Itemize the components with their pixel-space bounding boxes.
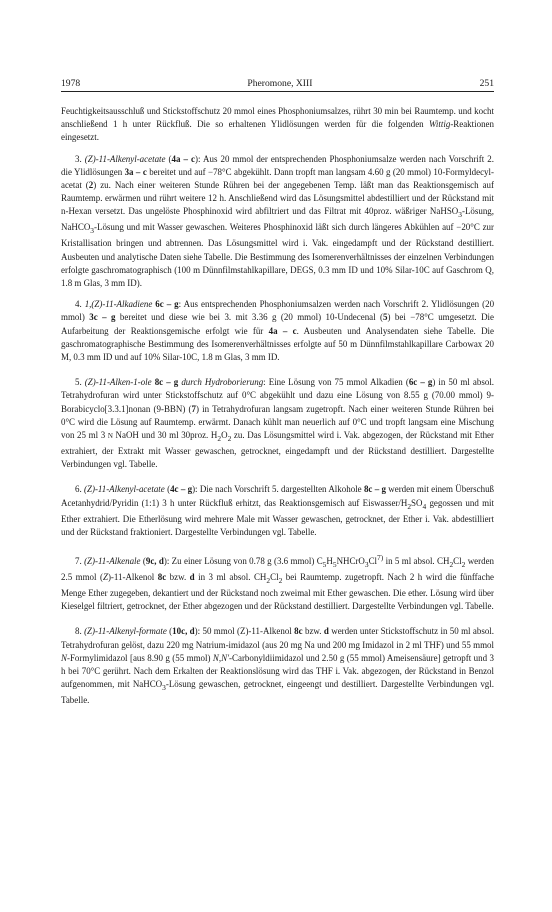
paragraph-gap — [61, 364, 494, 376]
paragraph-p8: 8. (Z)-11-Alkenyl-formate (10c, d): 50 mmol (Z)-11-Alkenol 8c bzw. d werden unter Stickstoffschutz in 50 ml absol. Tetrahydrofuran gelöst, dazu 220 mg Natrium-imidazol (aus 20 mg Na und 200 mg Imidazol in 2 ml THF) und 55 mmol N-Formylimidazol [aus 8.90 g (55 mmol) N,N′-Carbonyldiimidazol und 2.50 g (55 mmol) Ameisensäure] getropft und 3 h bei 70°C gerührt. Nach dem Erkalten der Reaktionslösung wird das THF i. Vak. abgezogen, der Rückstand in Benzol aufgenommen, mit NaHCO$_3$-Lösung gewaschen, getrocknet, eingeengt und destilliert. Dargestellte Verbindungen vgl. Tabelle. — [61, 626, 495, 706]
header-page-number: 251 — [479, 78, 494, 89]
article-body — [61, 105, 494, 707]
header-title: Pheromone, XIII — [247, 78, 313, 89]
journal-page — [61, 78, 494, 707]
paragraph-gap — [61, 290, 494, 298]
paragraph-gap — [61, 145, 494, 153]
paragraph-gap — [61, 471, 494, 483]
paragraph-p0: Feuchtigkeitsausschluß und Stickstoffschutz 20 mmol eines Phosphoniumsalzes, rührt 30 min bei Raumtemp. und kocht anschließend 1 h unter Rückfluß. Die so erhaltenen Ylidlösungen werden für die folgenden Wittig-Reaktionen eingesetzt. — [61, 106, 494, 143]
paragraph-p6: 6. (Z)-11-Alkenyl-acetate (4c – g): Die nach Vorschrift 5. dargestellten Alkohole 8c – g werden mit einem Überschuß Acetanhydrid/Pyridin (1:1) 3 h unter Rückfluß erhitzt, das Reaktionsgemisch auf Eiswasser/$H_2SO_4$ gegossen und mit Ether extrahiert. Die Etherlösung wird mehrere Male mit Wasser gewaschen, getrocknet, der Ether i. Vak. abdestilliert und der Rückstand fraktioniert. Dargestellte Verbindungen vgl. Tabelle. — [61, 484, 495, 537]
paragraph-p7: 7. (Z)-11-Alkenale (9c, d): Zu einer Lösung von 0.78 g (3.6 mmol) $C_5H_5NHCrO_3Cl^{7)}$ in 5 ml absol. $CH_2Cl_2$ werden 2.5 mmol (Z)-11-Alkenol 8c bzw. d in 3 ml absol. $CH_2Cl_2$ bei Raumtemp. zugetropft. Nach 2 h wird die fünffache Menge Ether zugegeben, dekantiert und der Rückstand noch zweimal mit Ether gewaschen. Die ether. Lösung wird über Kieselgel filtriert, getrocknet, der Ether abgezogen und der Rückstand destilliert. Dargestellte Verbindungen vgl. Tabelle. — [61, 553, 495, 612]
paragraph-p4: 4. 1,(Z)-11-Alkadiene 6c – g: Aus entsprechenden Phosphoniumsalzen werden nach Vorschrift 2. Ylidlösungen (20 mmol) 3c – g bereitet und diese wie bei 3. mit 3.36 g (20 mmol) 10-Undecenal (5) bei −78°C umgesetzt. Die Aufarbeitung der Reaktionsgemische erfolgt wie für 4a – c. Ausbeuten und Analysendaten siehe Tabelle. Die gaschromatographische Bestimmung des Isomerenverhältnisses erfolgte auf 50 m Dünnfilmstahlkapillare Carbowax 20 M, 0.3 mm ID und auf 10% Silar-10C, 1.8 m Glas, 3 mm ID. — [61, 299, 495, 363]
paragraph-p5: 5. (Z)-11-Alken-1-ole 8c – g durch Hydroborierung: Eine Lösung von 75 mmol Alkadien (6c – g) in 50 ml absol. Tetrahydrofuran wird unter Stickstoffschutz auf 0°C abgekühlt und dazu eine Lösung von 8.55 g (70.00 mmol) 9-Borabicyclo[3.3.1]nonan (9-BBN) (7) in Tetrahydrofuran langsam zugetropft. Nach einer weiteren Stunde Rühren bei 0°C wird die Lösung auf Raumtemp. erwärmt. Danach kühlt man neuerlich auf 0°C und tropft langsam eine Mischung von 25 ml 3 N NaOH und 30 ml 30proz. $H_2O_2$ zu. Das Lösungsmittel wird i. Vak. abgezogen, der Rückstand mit Ether extrahiert, der Extrakt mit Wasser gewaschen, getrocknet, eingedampft und der Rückstand destilliert. Dargestellte Verbindungen vgl. Tabelle. — [61, 377, 495, 470]
header-year: 1978 — [61, 78, 81, 89]
paragraph-gap — [61, 613, 494, 625]
paragraph-p3: 3. (Z)-11-Alkenyl-acetate (4a – c): Aus 20 mmol der entsprechenden Phosphoniumsalze werden nach Vorschrift 2. die Ylidlösungen 3a – c bereitet und auf −78°C abgekühlt. Dann tropft man langsam 4.60 g (20 mmol) 10-Formyldecyl-acetat (2) zu. Nach einer weiteren Stunde Rühren bei der angegebenen Temp. läßt man das Reaktionsgemisch auf Raumtemp. erwärmen und rührt weitere 12 h. Anschließend wird das Lösungsmittel abdestilliert und der Rückstand mit n-Hexan versetzt. Das ungelöste Phosphinoxid wird abfiltriert und das Filtrat mit 40proz. wäßriger NaHSO$_3$-Lösung, NaHCO$_3$-Lösung und mit Wasser gewaschen. Weiteres Phosphinoxid läßt sich durch längeres Abkühlen auf −20°C zur Kristallisation bringen und abtrennen. Das Lösungsmittel wird i. Vak. eingedampft und der Rückstand destilliert. Ausbeuten und analytische Daten siehe Tabelle. Die Bestimmung des Isomerenverhältnisses der einzelnen Verbindungen erfolgte gaschromatographisch (100 m Dünnfilmstahlkapillare, DEGS, 0.3 mm ID und 10% Silar-10C auf Gaschrom Q, 1.8 m Glas, 3 mm ID). — [61, 153, 495, 288]
running-header — [61, 78, 494, 92]
paragraph-gap — [61, 539, 494, 551]
